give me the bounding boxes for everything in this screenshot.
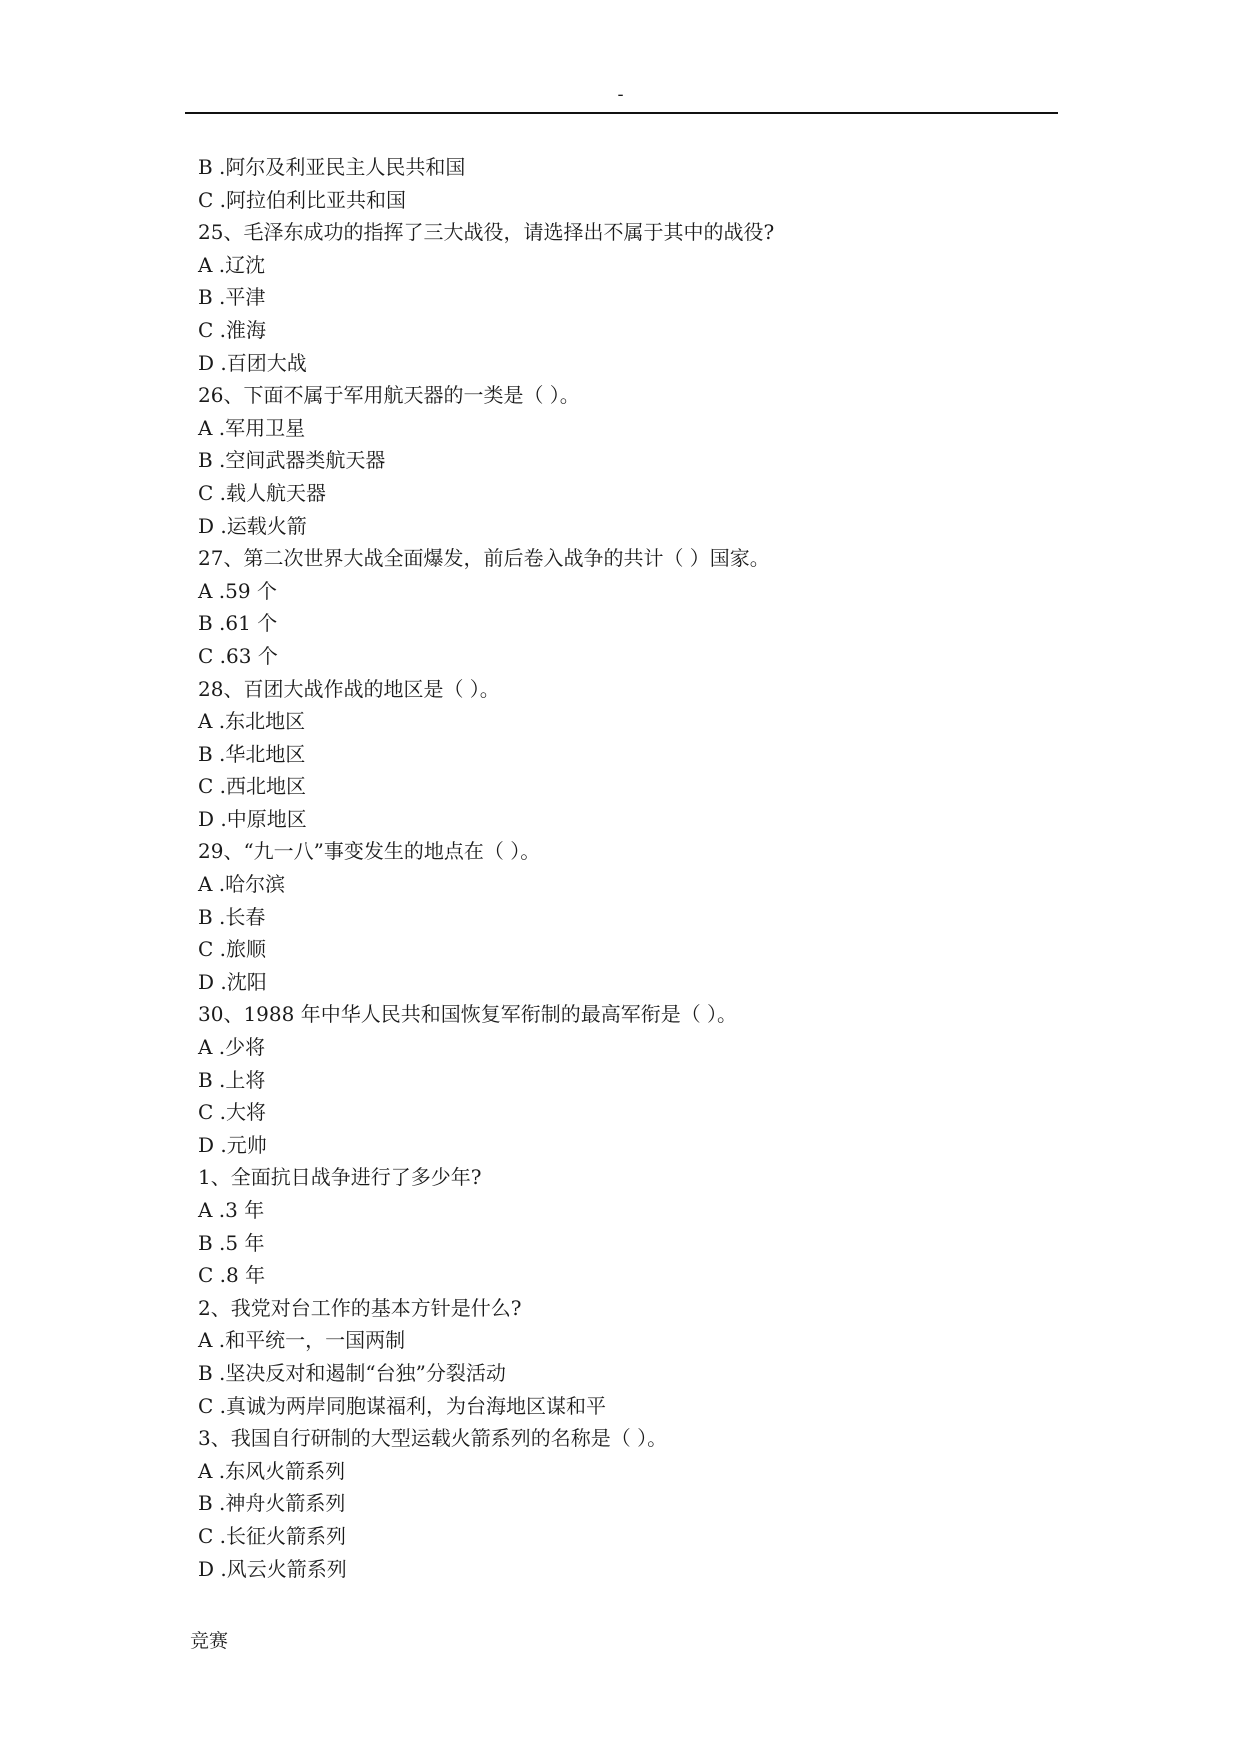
text-line: B .空间武器类航天器 bbox=[198, 448, 386, 473]
text-line: A .和平统一，一国两制 bbox=[198, 1328, 406, 1353]
text-line: B .坚决反对和遏制“台独”分裂活动 bbox=[198, 1360, 506, 1385]
text-line: A .59 个 bbox=[198, 578, 277, 603]
text-line: C .大将 bbox=[198, 1100, 267, 1125]
text-line: A .3 年 bbox=[198, 1198, 265, 1222]
text-line: B .5 年 bbox=[198, 1230, 265, 1255]
text-line: B .上将 bbox=[198, 1067, 266, 1092]
text-line: D .运载火箭 bbox=[198, 513, 307, 538]
text-line: 26、下面不属于军用航天器的一类是（ ）。 bbox=[198, 383, 580, 408]
text-line: D .沈阳 bbox=[198, 969, 267, 994]
text-line: A .东北地区 bbox=[198, 709, 306, 734]
text-line: C .63 个 bbox=[198, 643, 278, 668]
text-line: 28、百团大战作战的地区是（ ）。 bbox=[198, 676, 500, 701]
text-line: 30、1988 年中华人民共和国恢复军衔制的最高军衔是（ ）。 bbox=[198, 1002, 738, 1027]
text-line: 29、“九一八”事变发生的地点在（ ）。 bbox=[198, 839, 541, 864]
text-line: B .61 个 bbox=[198, 611, 278, 636]
text-line: D .中原地区 bbox=[198, 806, 307, 831]
text-line: B .长春 bbox=[198, 904, 266, 929]
text-line: C .旅顺 bbox=[198, 937, 267, 962]
text-line: A .军用卫星 bbox=[198, 415, 306, 440]
header-mark: - bbox=[617, 84, 624, 105]
text-line: C .阿拉伯利比亚共和国 bbox=[198, 187, 407, 212]
text-line: B .平津 bbox=[198, 285, 266, 310]
text-line: D .元帅 bbox=[198, 1132, 267, 1157]
text-line: 1、全面抗日战争进行了多少年? bbox=[198, 1165, 482, 1190]
header-rule bbox=[185, 112, 1058, 114]
text-line: C .载人航天器 bbox=[198, 480, 327, 505]
text-line: B .华北地区 bbox=[198, 741, 306, 766]
text-line: 27、第二次世界大战全面爆发，前后卷入战争的共计（ ）国家。 bbox=[198, 546, 770, 571]
text-line: D .风云火箭系列 bbox=[198, 1556, 347, 1581]
text-line: B .神舟火箭系列 bbox=[198, 1491, 346, 1516]
text-line: C .西北地区 bbox=[198, 774, 307, 799]
text-line: 2、我党对台工作的基本方针是什么? bbox=[198, 1295, 522, 1320]
text-line: D .百团大战 bbox=[198, 350, 307, 375]
quiz-content bbox=[198, 151, 1058, 1585]
text-line: 25、毛泽东成功的指挥了三大战役，请选择出不属于其中的战役? bbox=[198, 220, 775, 245]
text-line: B .阿尔及利亚民主人民共和国 bbox=[198, 155, 466, 179]
text-line: A .哈尔滨 bbox=[198, 872, 286, 897]
text-line: C .8 年 bbox=[198, 1263, 266, 1288]
text-line: C .真诚为两岸同胞谋福利，为台海地区谋和平 bbox=[198, 1393, 607, 1418]
text-line: 3、我国自行研制的大型运载火箭系列的名称是（ ）。 bbox=[198, 1426, 668, 1451]
text-line: A .辽沈 bbox=[198, 252, 266, 277]
footer-text: 竞赛 bbox=[190, 1630, 229, 1652]
text-line: C .淮海 bbox=[198, 317, 267, 342]
text-line: A .东风火箭系列 bbox=[198, 1458, 346, 1483]
text-line: A .少将 bbox=[198, 1035, 266, 1060]
text-line: C .长征火箭系列 bbox=[198, 1523, 347, 1548]
